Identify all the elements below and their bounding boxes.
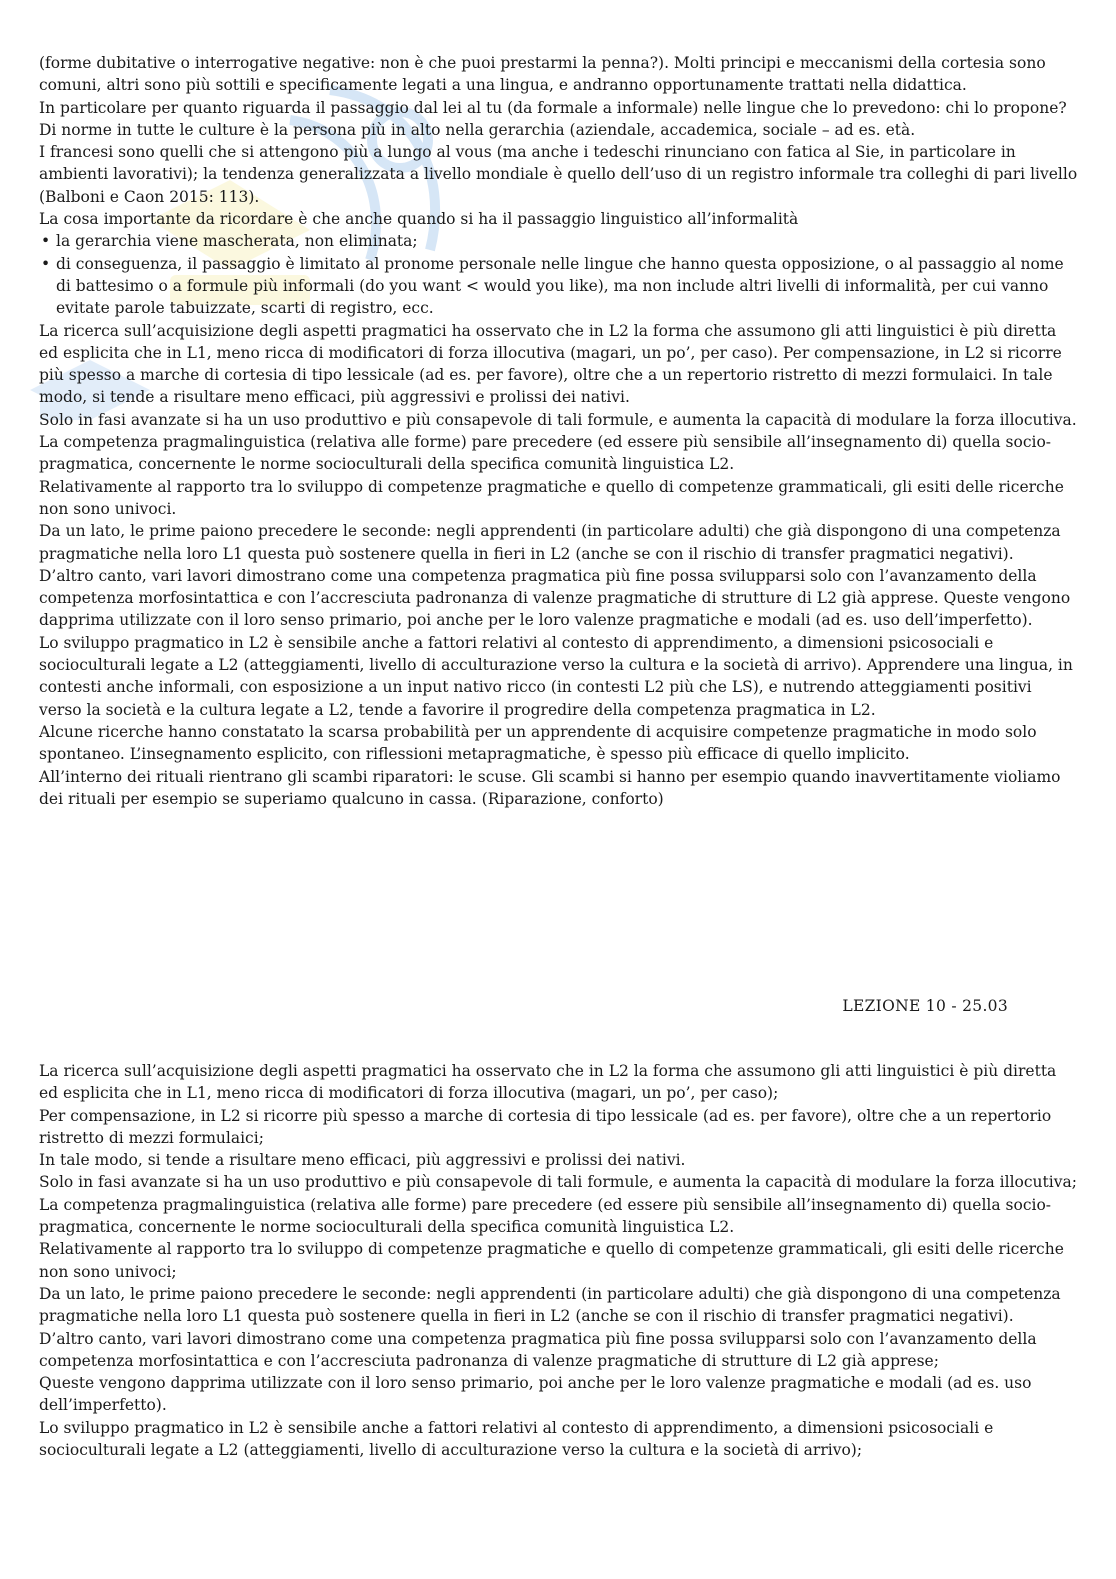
list-item xyxy=(39,230,1079,252)
bullet-icon: • xyxy=(41,232,51,251)
paragraph: Di norme in tutte le culture è la persona più in alto nella gerarchia (aziendale, accademica, sociale – ad es. età. xyxy=(39,120,916,139)
bullet-list xyxy=(39,230,1079,319)
paragraph: Solo in fasi avanzate si ha un uso produttivo e più consapevole di tali formule, e aumenta la capacità di modulare la forza illocutiva. La competenza pragmalinguistica (relativa alle forme) pare precedere (ed essere più sensibile all’insegnamento di) quella socio-pragmatica, concernente le norme socioculturali della specifica comunità linguistica L2. xyxy=(39,410,1077,474)
paragraph: D’altro canto, vari lavori dimostrano come una competenza pragmatica più fine possa svilupparsi solo con l’avanzamento della competenza morfosintattica e con l’accresciuta padronanza di valenze pragmatiche di strutture di L2 già apprese. Queste vengono dapprima utilizzate con il loro senso primario, poi anche per le loro valenze pragmatiche e modali (ad es. uso dell’imperfetto). xyxy=(39,566,1071,630)
paragraph: Queste vengono dapprima utilizzate con il loro senso primario, poi anche per le loro valenze pragmatiche e modali (ad es. uso dell’imperfetto). xyxy=(39,1374,1032,1415)
paragraph: All’interno dei rituali rientrano gli scambi riparatori: le scuse. Gli scambi si hanno per esempio quando inavvertitamente violiamo dei rituali per esempio se superiamo qualcuno in cassa. (Riparazione, conforto) xyxy=(39,767,1061,808)
paragraph: In particolare per quanto riguarda il passaggio dal lei al tu (da formale a informale) nelle lingue che lo prevedono: chi lo propone? xyxy=(39,98,1067,117)
paragraph: Da un lato, le prime paiono precedere le seconde: negli apprendenti (in particolare adulti) che già dispongono di una competenza pragmatiche nella loro L1 questa può sostenere quella in fieri in L2 (anche se con il rischio di transfer pragmatici negativi). xyxy=(39,1284,1061,1326)
paragraph: La ricerca sull’acquisizione degli aspetti pragmatici ha osservato che in L2 la forma che assumono gli atti linguistici è più diretta ed esplicita che in L1, meno ricca di modificatori di forza illocutiva (magari, un po’, per caso). Per compensazione, in L2 si ricorre più spesso a marche di cortesia di tipo lessicale (ad es. per favore), oltre che a un repertorio ristretto di mezzi formulaici. In tale modo, si tende a risultare meno efficaci, più aggressivi e prolissi dei nativi. xyxy=(39,321,1062,407)
paragraph: La ricerca sull’acquisizione degli aspetti pragmatici ha osservato che in L2 la forma che assumono gli atti linguistici è più diretta ed esplicita che in L1, meno ricca di modificatori di forza illocutiva (magari, un po’, per caso); xyxy=(39,1062,1057,1103)
document-body-part2 xyxy=(39,1060,1079,1461)
paragraph: Per compensazione, in L2 si ricorre più spesso a marche di cortesia di tipo lessicale (ad es. per favore), oltre che a un repertorio ristretto di mezzi formulaici; xyxy=(39,1106,1052,1147)
paragraph: Relativamente al rapporto tra lo sviluppo di competenze pragmatiche e quello di competenze grammaticali, gli esiti delle ricerche non sono univoci. xyxy=(39,477,1064,518)
paragraph: Solo in fasi avanzate si ha un uso produttivo e più consapevole di tali formule, e aumenta la capacità di modulare la forza illocutiva; xyxy=(39,1173,1077,1192)
document-body-part1 xyxy=(39,52,1079,810)
paragraph: Da un lato, le prime paiono precedere le seconde: negli apprendenti (in particolare adulti) che già dispongono di una competenza pragmatiche nella loro L1 questa può sostenere quella in fieri in L2 (anche se con il rischio di transfer pragmatici negativi). xyxy=(39,522,1061,563)
list-item xyxy=(39,253,1079,320)
paragraph: D’altro canto, vari lavori dimostrano come una competenza pragmatica più fine possa svilupparsi solo con l’avanzamento della competenza morfosintattica e con l’accresciuta padronanza di valenze pragmatiche di strutture di L2 già apprese; xyxy=(39,1329,1037,1370)
list-item-text: la gerarchia viene mascherata, non eliminata; xyxy=(56,232,418,251)
paragraph: Lo sviluppo pragmatico in L2 è sensibile anche a fattori relativi al contesto di apprendimento, a dimensioni psicosociali e socioculturali legate a L2 (atteggiamenti, livello di acculturazione verso la cultura e la società di arrivo). Apprendere una lingua, in contesti anche informali, con esposizione a un input nativo ricco (in contesti L2 più che LS), e nutrendo atteggiamenti positivi verso la società e la cultura legate a L2, tende a favorire il progredire della competenza pragmatica in L2. xyxy=(39,633,1073,719)
paragraph: Relativamente al rapporto tra lo sviluppo di competenze pragmatiche e quello di competenze grammaticali, gli esiti delle ricerche non sono univoci; xyxy=(39,1240,1064,1281)
paragraph: La competenza pragmalinguistica (relativa alle forme) pare precedere (ed essere più sensibile all’insegnamento di) quella socio-pragmatica, concernente le norme socioculturali della specifica comunità linguistica L2. xyxy=(39,1195,1052,1237)
bullet-icon: • xyxy=(41,254,51,273)
list-item-text: di conseguenza, il passaggio è limitato al pronome personale nelle lingue che hanno questa opposizione, o al passaggio al nome di battesimo o a formule più informali (do you want < would you like), ma non include altri livelli di informalità, per cui vanno evitate parole tabuizzate, scarti di registro, ecc. xyxy=(56,254,1064,318)
paragraph: In tale modo, si tende a risultare meno efficaci, più aggressivi e prolissi dei nativi. xyxy=(39,1151,686,1170)
paragraph: Lo sviluppo pragmatico in L2 è sensibile anche a fattori relativi al contesto di apprendimento, a dimensioni psicosociali e socioculturali legate a L2 (atteggiamenti, livello di acculturazione verso la cultura e la società di arrivo); xyxy=(39,1418,994,1460)
paragraph: (forme dubitative o interrogative negative: non è che puoi prestarmi la penna?). Molti principi e meccanismi della cortesia sono comuni, altri sono più sottili e specificamente legati a una lingua, e andranno opportunamente trattati nella didattica. xyxy=(39,54,1046,95)
paragraph: I francesi sono quelli che si attengono più a lungo al vous (ma anche i tedeschi rinunciano con fatica al Sie, in particolare in ambienti lavorativi); la tendenza generalizzata a livello mondiale è quello dell’uso di un registro informale tra colleghi di pari livello (Balboni e Caon 2015: 113). xyxy=(39,143,1078,206)
lesson-heading: LEZIONE 10 - 25.03 xyxy=(842,997,1008,1015)
paragraph: La cosa importante da ricordare è che anche quando si ha il passaggio linguistico all’informalità xyxy=(39,210,799,229)
paragraph: Alcune ricerche hanno constatato la scarsa probabilità per un apprendente di acquisire competenze pragmatiche in modo solo spontaneo. L’insegnamento esplicito, con riflessioni metapragmatiche, è spesso più efficace di quello implicito. xyxy=(39,722,1037,764)
